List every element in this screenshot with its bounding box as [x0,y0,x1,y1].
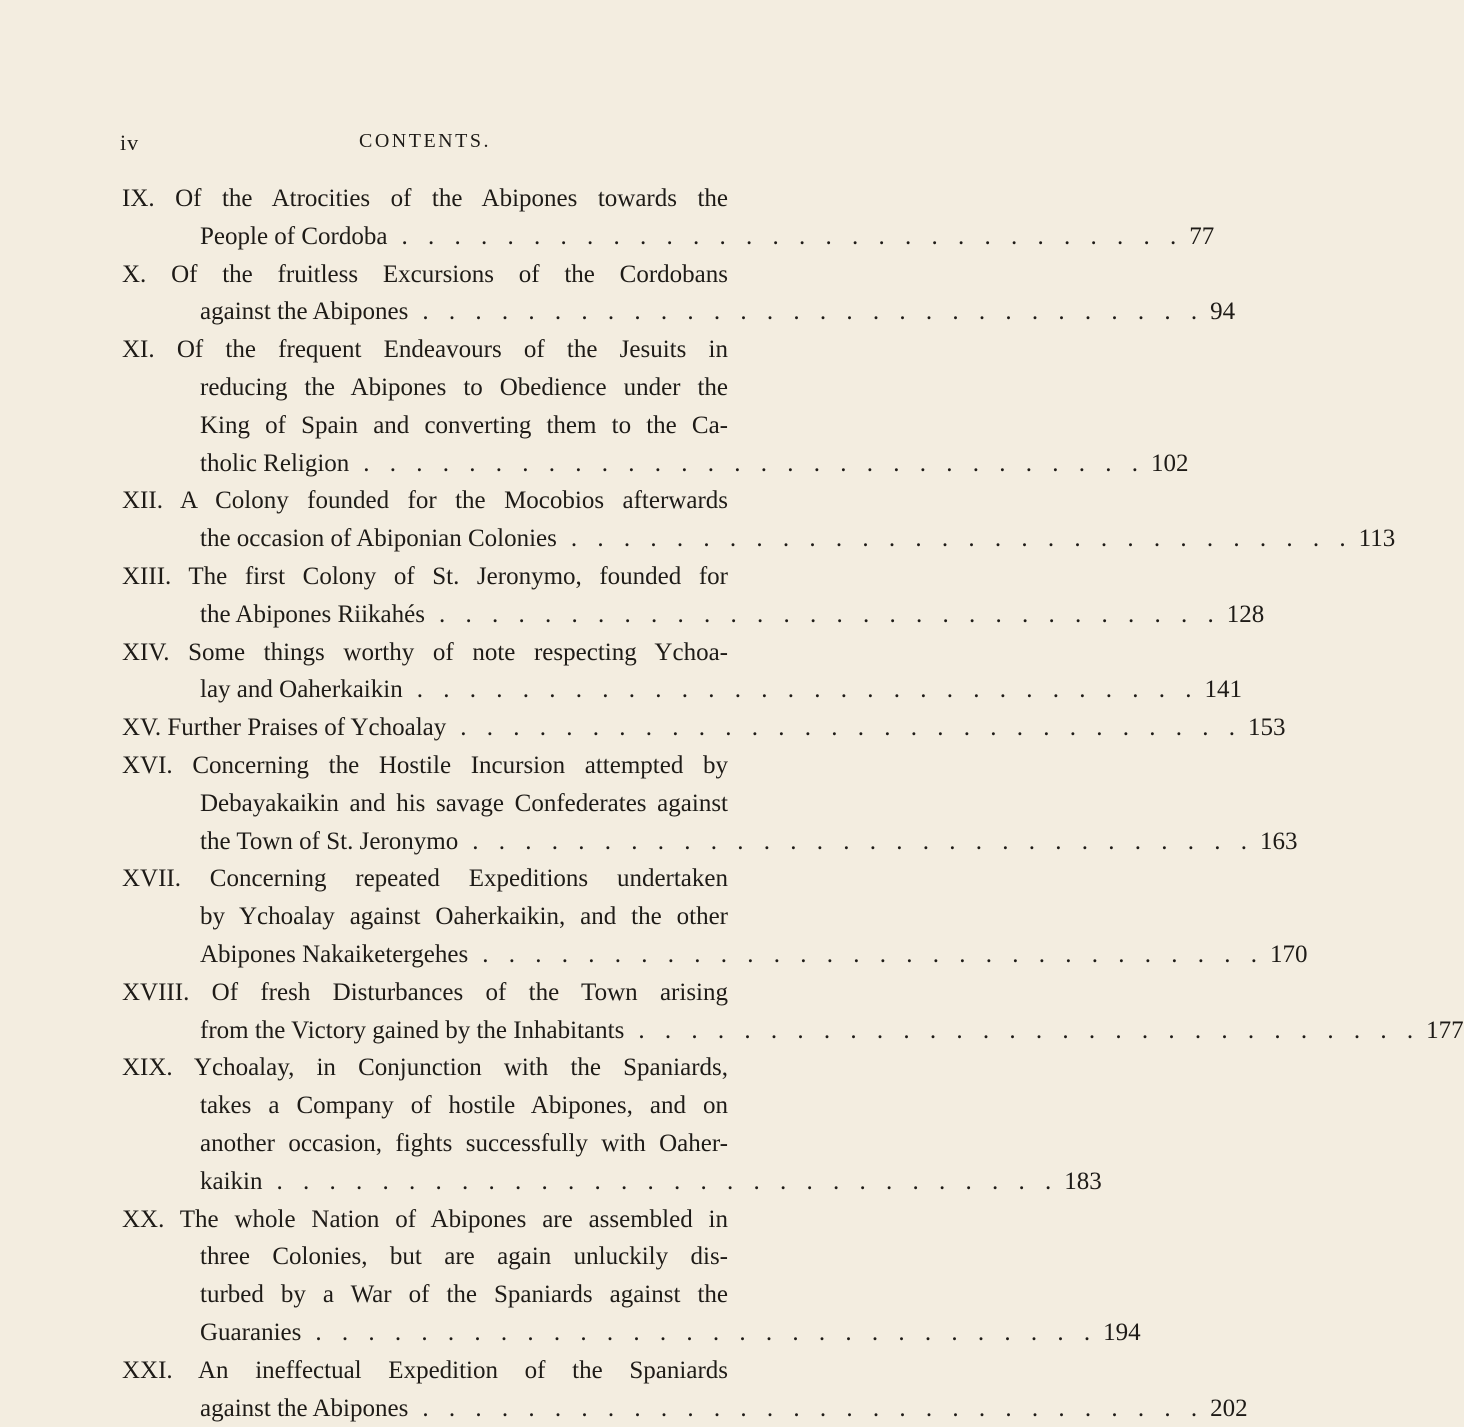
toc-page-number: 113 [1359,520,1396,558]
toc-entry-heading-line: XIX. Ychoalay, in Conjunction with the Spaniards, [122,1049,728,1087]
toc-entry-line: another occasion, fights successfully with Oaher- [122,1125,728,1163]
toc-entry [122,331,728,482]
dot-leader: . . . . . . . . . . . . . . . . . . . . . . . . . . . . . . [482,936,1264,974]
toc-entry-text: XV. Further Praises of Ychoalay [122,709,446,747]
toc-page-number: 170 [1270,936,1308,974]
toc-entry-text: kaikin [200,1163,263,1201]
toc-entry-line: King of Spain and converting them to the Ca- [122,407,728,445]
toc-entry [122,747,728,860]
toc-entry [122,634,728,710]
page-number: iv [120,130,139,156]
toc-entry-text: Abipones Nakaiketergehes [200,936,468,974]
toc-page-number: 177 [1426,1012,1464,1050]
dot-leader: . . . . . . . . . . . . . . . . . . . . . . . . . . . . . . [638,1012,1420,1050]
toc-page-number: 128 [1227,596,1265,634]
toc-entry [122,860,728,973]
toc-entry-last-line [122,445,728,483]
toc-entry-last-line [122,293,728,331]
toc-entry-heading-line: XI. Of the frequent Endeavours of the Jesuits in [122,331,728,369]
toc-entry [122,256,728,332]
toc-entry-line: Debayakaikin and his savage Confederates against [122,785,728,823]
dot-leader: . . . . . . . . . . . . . . . . . . . . . . . . . . . . . . [417,671,1199,709]
toc-page-number: 202 [1210,1390,1248,1427]
dot-leader: . . . . . . . . . . . . . . . . . . . . . . . . . . . . . . [422,1390,1204,1427]
toc-entry-line: takes a Company of hostile Abipones, and on [122,1087,728,1125]
dot-leader: . . . . . . . . . . . . . . . . . . . . . . . . . . . . . . [315,1314,1097,1352]
toc-entry-line: three Colonies, but are again unluckily dis- [122,1238,728,1276]
toc-entry-line: turbed by a War of the Spaniards against the [122,1276,728,1314]
toc-entry-heading-line: XVII. Concerning repeated Expeditions undertaken [122,860,728,898]
toc-entry-text: from the Victory gained by the Inhabitants [200,1012,624,1050]
toc-entry-last-line [122,596,728,634]
toc-entry-text: against the Abipones [200,1390,408,1427]
toc-entry-last-line [122,1314,728,1352]
toc-entry-last-line [122,520,728,558]
toc-entry [122,482,728,558]
toc-entry-text: lay and Oaherkaikin [200,671,403,709]
toc-entry-text: the occasion of Abiponian Colonies [200,520,557,558]
toc-entry-last-line [122,218,728,256]
toc-entry-text: Guaranies [200,1314,301,1352]
toc-entry-text: against the Abipones [200,293,408,331]
toc-entry-text: People of Cordoba [200,218,387,256]
toc-entry-last-line [122,823,728,861]
dot-leader: . . . . . . . . . . . . . . . . . . . . . . . . . . . . . . [460,709,1242,747]
dot-leader: . . . . . . . . . . . . . . . . . . . . . . . . . . . . . . [422,293,1204,331]
toc-page-number: 77 [1189,218,1214,256]
toc-entry-heading-line [122,709,728,747]
dot-leader: . . . . . . . . . . . . . . . . . . . . . . . . . . . . . . [401,218,1183,256]
toc-entry-heading-line: XIII. The first Colony of St. Jeronymo, founded for [122,558,728,596]
toc-page-number: 102 [1151,445,1189,483]
toc-entry [122,558,728,634]
toc-page-number: 153 [1248,709,1286,747]
dot-leader: . . . . . . . . . . . . . . . . . . . . . . . . . . . . . . [472,823,1254,861]
toc-page-number: 163 [1260,823,1298,861]
toc-entry [122,974,728,1050]
running-head: CONTENTS. [120,130,730,153]
toc-entry-line: by Ychoalay against Oaherkaikin, and the other [122,898,728,936]
toc-page-number: 194 [1103,1314,1141,1352]
table-of-contents [122,180,728,1427]
toc-entry [122,709,728,747]
page-header [120,130,730,160]
toc-entry-text: the Abipones Riikahés [200,596,425,634]
dot-leader: . . . . . . . . . . . . . . . . . . . . . . . . . . . . . . [571,520,1353,558]
toc-page-number: 141 [1204,671,1242,709]
toc-entry [122,1049,728,1200]
toc-page-number: 183 [1064,1163,1102,1201]
dot-leader: . . . . . . . . . . . . . . . . . . . . . . . . . . . . . . [439,596,1221,634]
toc-page-number: 94 [1210,293,1235,331]
toc-entry-heading-line: XXI. An ineffectual Expedition of the Spaniards [122,1352,728,1390]
toc-entry-heading-line: XIV. Some things worthy of note respecting Ychoa- [122,634,728,672]
toc-entry-line: reducing the Abipones to Obedience under the [122,369,728,407]
dot-leader: . . . . . . . . . . . . . . . . . . . . . . . . . . . . . . [277,1163,1059,1201]
toc-entry-text: tholic Religion [200,445,349,483]
toc-entry-last-line [122,1390,728,1427]
toc-entry-last-line [122,1163,728,1201]
toc-entry-last-line [122,936,728,974]
toc-entry-last-line [122,671,728,709]
dot-leader: . . . . . . . . . . . . . . . . . . . . . . . . . . . . . . [363,445,1145,483]
toc-entry [122,1201,728,1352]
toc-entry-heading-line: XVIII. Of fresh Disturbances of the Town arising [122,974,728,1012]
toc-entry-heading-line: X. Of the fruitless Excursions of the Cordobans [122,256,728,294]
toc-entry-heading-line: XVI. Concerning the Hostile Incursion attempted by [122,747,728,785]
toc-entry-last-line [122,1012,728,1050]
toc-entry-heading-line: XX. The whole Nation of Abipones are assembled in [122,1201,728,1239]
toc-entry [122,1352,728,1427]
toc-entry-text: the Town of St. Jeronymo [200,823,458,861]
toc-entry-heading-line: XII. A Colony founded for the Mocobios afterwards [122,482,728,520]
toc-entry [122,180,728,256]
toc-entry-heading-line: IX. Of the Atrocities of the Abipones towards the [122,180,728,218]
